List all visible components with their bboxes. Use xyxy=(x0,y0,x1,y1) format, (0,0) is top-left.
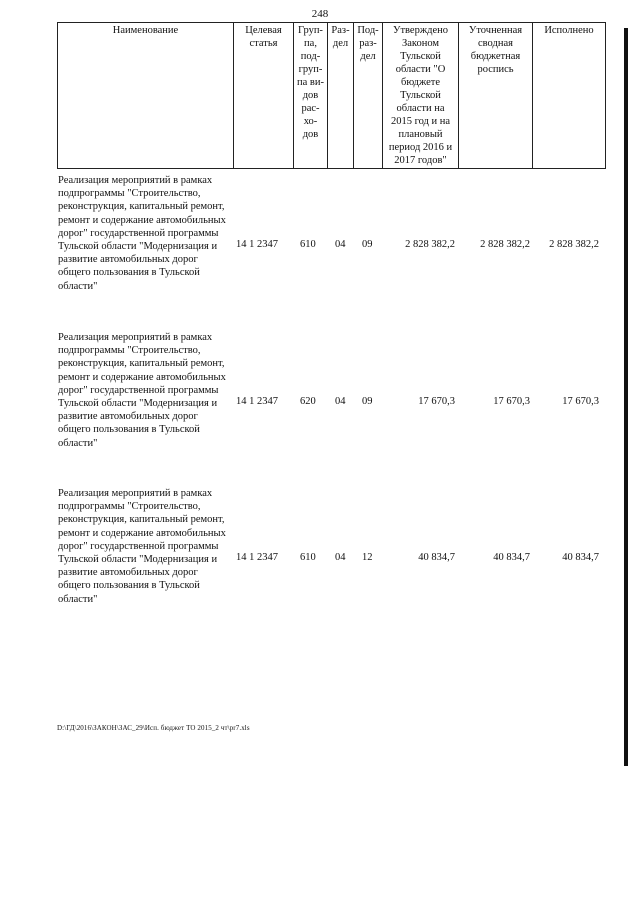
table-row-name: Реализация мероприятий в рамках подпрограммы "Строительство, реконструкция, капитальный ремонт, ремонт и содержание автомобильных дорог" государственной программы Тульской области "Модернизация и развитие автомобильных дорог общего пользования в Тульской области" xyxy=(58,175,226,292)
cell-approved: 2 828 382,2 xyxy=(405,239,455,250)
header-group: Груп- па, под- груп- па ви- дов рас- хо- дов xyxy=(294,22,328,168)
cell-group: 610 xyxy=(300,239,316,250)
cell-refined: 40 834,7 xyxy=(493,552,530,563)
cell-refined: 2 828 382,2 xyxy=(480,239,530,250)
header-refined: Уточненная сводная бюджетная роспись xyxy=(459,22,533,168)
header-name: Наименование xyxy=(58,22,234,168)
cell-approved: 17 670,3 xyxy=(418,396,455,407)
cell-group: 610 xyxy=(300,552,316,563)
header-approved: Утверждено Законом Тульской области "О бюджете Тульской области на 2015 год и на плановый период 2016 и 2017 годов" xyxy=(383,22,459,168)
cell-target: 14 1 2347 xyxy=(236,396,278,407)
header-target: Целевая статья xyxy=(234,22,294,168)
cell-executed: 40 834,7 xyxy=(562,552,599,563)
page-number: 248 xyxy=(311,8,329,20)
table-header xyxy=(57,22,606,169)
cell-section: 04 xyxy=(335,396,346,407)
cell-refined: 17 670,3 xyxy=(493,396,530,407)
header-executed: Исполнено xyxy=(533,22,606,168)
cell-target: 14 1 2347 xyxy=(236,239,278,250)
cell-executed: 17 670,3 xyxy=(562,396,599,407)
cell-section: 04 xyxy=(335,552,346,563)
file-path: D:\ГД\2016\ЗАКОН\ЗАС_29\Исп. бюджет ТО 2015_2 чт\pr7.xls xyxy=(57,724,250,732)
cell-group: 620 xyxy=(300,396,316,407)
cell-approved: 40 834,7 xyxy=(418,552,455,563)
cell-subsection: 09 xyxy=(362,396,373,407)
scan-edge-bar xyxy=(624,28,628,766)
cell-section: 04 xyxy=(335,239,346,250)
header-section: Раз- дел xyxy=(328,22,354,168)
cell-executed: 2 828 382,2 xyxy=(549,239,599,250)
header-subsection: Под- раз- дел xyxy=(354,22,383,168)
table-row-name: Реализация мероприятий в рамках подпрограммы "Строительство, реконструкция, капитальный ремонт, ремонт и содержание автомобильных дорог" государственной программы Тульской области "Модернизация и развитие автомобильных дорог общего пользования в Тульской области" xyxy=(58,332,226,449)
table-row-name: Реализация мероприятий в рамках подпрограммы "Строительство, реконструкция, капитальный ремонт, ремонт и содержание автомобильных дорог" государственной программы Тульской области "Модернизация и развитие автомобильных дорог общего пользования в Тульской области" xyxy=(58,488,226,605)
cell-subsection: 12 xyxy=(362,552,373,563)
cell-target: 14 1 2347 xyxy=(236,552,278,563)
cell-subsection: 09 xyxy=(362,239,373,250)
